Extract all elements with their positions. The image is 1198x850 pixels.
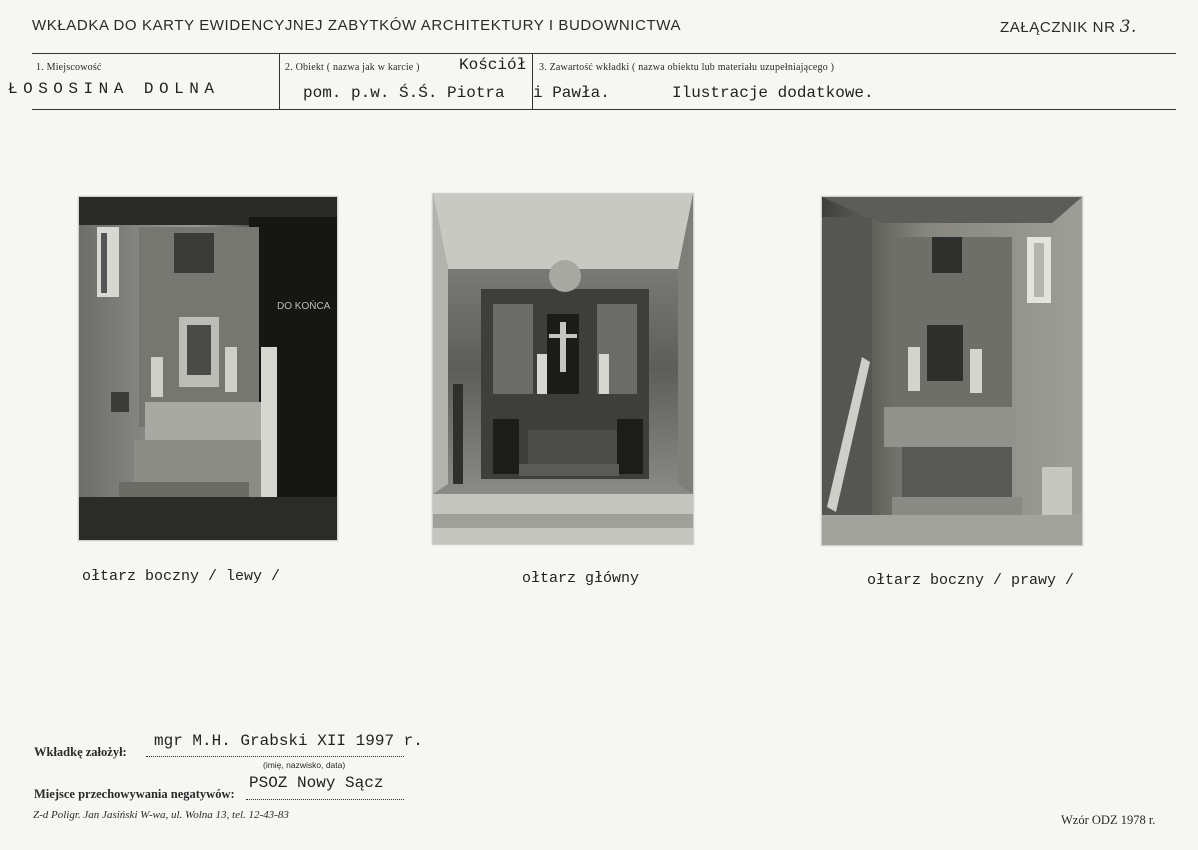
field-divider-1	[279, 53, 280, 109]
annex-label-text: ZAŁĄCZNIK NR	[1000, 19, 1116, 36]
header-rule-top	[32, 53, 1176, 54]
form-title: WKŁADKA DO KARTY EWIDENCYJNEJ ZABYTKÓW ARCHITEKTURY I BUDOWNICTWA	[32, 17, 682, 34]
object-label: 2. Obiekt ( nazwa jak w karcie )	[285, 62, 420, 73]
header-rule-bottom	[32, 109, 1176, 110]
caption-main-altar: ołtarz główny	[522, 570, 640, 587]
annex-number: 3.	[1119, 17, 1137, 37]
photo-side-altar-right	[821, 196, 1083, 546]
founder-label: Wkładkę założył:	[34, 745, 127, 759]
caption-side-altar-left: ołtarz boczny / lewy /	[82, 568, 281, 585]
photo-main-altar	[432, 193, 694, 545]
photo-side-altar-left	[78, 196, 338, 541]
church-wall-inscription: DO KOŃCA	[277, 301, 331, 312]
founder-hint: (imię, nazwisko, data)	[263, 760, 346, 770]
founder-dotted-line	[146, 756, 404, 757]
object-value-line1: Kościół	[459, 56, 527, 74]
contents-value-pre: i Pawła.	[533, 84, 610, 102]
form-model: Wzór ODZ 1978 r.	[1061, 813, 1156, 827]
founder-value: mgr M.H. Grabski XII 1997 r.	[154, 732, 423, 750]
locality-label: 1. Miejscowość	[36, 62, 102, 73]
caption-side-altar-right: ołtarz boczny / prawy /	[867, 572, 1075, 589]
contents-label: 3. Zawartość wkładki ( nazwa obiektu lub materiału uzupełniającego )	[539, 62, 835, 73]
contents-value: Ilustracje dodatkowe.	[672, 84, 874, 102]
annex-label	[1000, 17, 1137, 37]
locality-value: ŁOSOSINA DOLNA	[8, 80, 220, 98]
printer-imprint: Z-d Poligr. Jan Jasiński W-wa, ul. Wolna 13, tel. 12-43-83	[33, 809, 289, 821]
storage-dotted-line	[246, 799, 404, 800]
storage-value: PSOZ Nowy Sącz	[249, 774, 384, 792]
storage-label: Miejsce przechowywania negatywów:	[34, 787, 235, 801]
object-value-line2: pom. p.w. Ś.Ś. Piotra	[303, 84, 505, 102]
